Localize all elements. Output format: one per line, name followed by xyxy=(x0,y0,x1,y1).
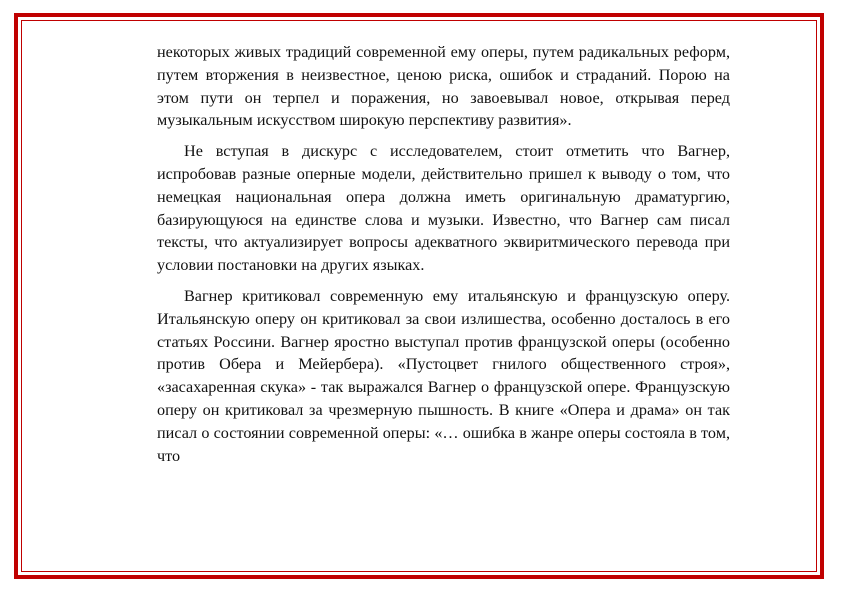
body-text xyxy=(157,41,730,467)
paragraph-1: некоторых живых традиций современной ему оперы, путем радикальных реформ, путем вторжения в неизвестное, ценою риска, ошибок и страданий. Порою на этом пути он терпел и поражения, но завоевывал новое, открывая перед музыкальным искусством широкую перспективу развития». xyxy=(157,43,730,130)
paragraph-2: Не вступая в дискурс с исследователем, стоит отметить что Вагнер, испробовав разные оперные модели, действительно пришел к выводу о том, что немецкая национальная опера должна иметь оригинальную драматургию, базирующуюся на единстве слова и музыки. Известно, что Вагнер сам писал тексты, что актуализирует вопросы адекватного эквиритмического перевода при условии постановки на других языках. xyxy=(157,142,730,275)
paragraph-3: Вагнер критиковал современную ему итальянскую и французскую оперу. Итальянскую оперу он критиковал за свои излишества, особенно досталось в его статьях Россини. Вагнер яростно выступал против французской оперы (особенно против Обера и Мейербера). «Пустоцвет гнилого общественного строя», «засахаренная скука» - так выражался Вагнер о французской опере. Французскую оперу он критиковал за чрезмерную пышность. В книге «Опера и драма» он так писал о состоянии современной оперы: «… ошибка в жанре оперы состояла в том, что xyxy=(157,286,730,465)
